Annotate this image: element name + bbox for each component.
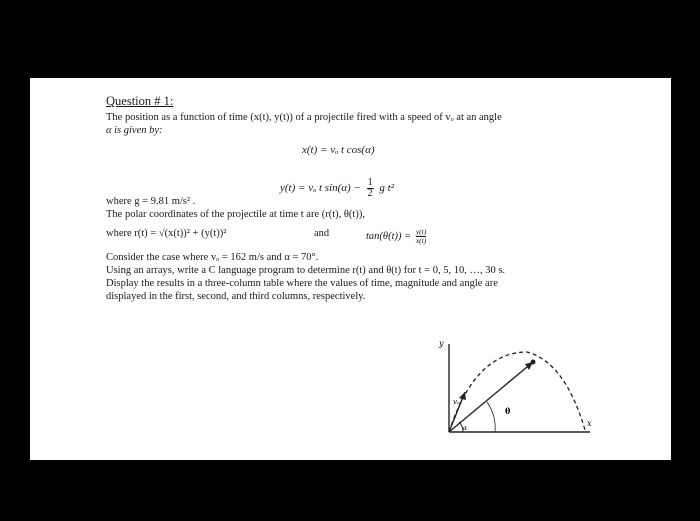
label-vo: vₒ [453, 398, 460, 406]
display-line-1: Display the results in a three-column table where the values of time, magnitude and angle are [106, 278, 498, 289]
tan-denominator: x(t) [415, 236, 427, 245]
document-page [30, 78, 671, 460]
tan-equation [366, 228, 426, 245]
equation-x: x(t) = vₒ t cos(α) [302, 144, 375, 156]
fraction-denominator: 2 [367, 188, 373, 199]
consider-line: Consider the case where vₒ = 162 m/s and α = 70°. [106, 252, 319, 263]
theta-arc [487, 402, 495, 432]
polar-line: The polar coordinates of the projectile at time t are (r(t), θ(t)), [106, 209, 365, 220]
and-word: and [314, 228, 330, 239]
projectile-figure [435, 332, 595, 436]
tan-numerator: y(t) [415, 227, 427, 236]
label-x: x [587, 419, 592, 428]
label-alpha: α [463, 425, 468, 432]
using-line: Using an arrays, write a C language program to determine r(t) and θ(t) for t = 0, 5, 10, …, 30 s. [106, 265, 506, 276]
trajectory-path [449, 352, 585, 432]
where-g: where g = 9.81 m/s² . [106, 196, 196, 207]
equation-y [280, 178, 394, 199]
where-r: where r(t) = √(x(t))² + (y(t))² [106, 228, 227, 239]
display-line-2: displayed in the first, second, and third columns, respectively. [106, 291, 366, 302]
intro-line-1: The position as a function of time (x(t), y(t)) of a projectile fired with a speed of vₒ at an angle [106, 112, 502, 123]
velocity-arrowhead [459, 392, 466, 400]
equation-y-left: y(t) = vₒ t sin(α) − [280, 182, 361, 195]
tan-fraction [416, 228, 426, 245]
fraction-numerator: 1 [367, 177, 373, 188]
question-title: Question # 1: [106, 94, 174, 108]
projectile-point [531, 360, 536, 365]
equation-y-fraction [367, 178, 374, 199]
tan-left: tan(θ(t)) = [366, 230, 412, 242]
label-theta: θ [505, 406, 511, 416]
label-y: y [439, 339, 444, 348]
intro-line-2: α is given by: [106, 125, 163, 136]
equation-y-right: g t² [379, 182, 394, 195]
